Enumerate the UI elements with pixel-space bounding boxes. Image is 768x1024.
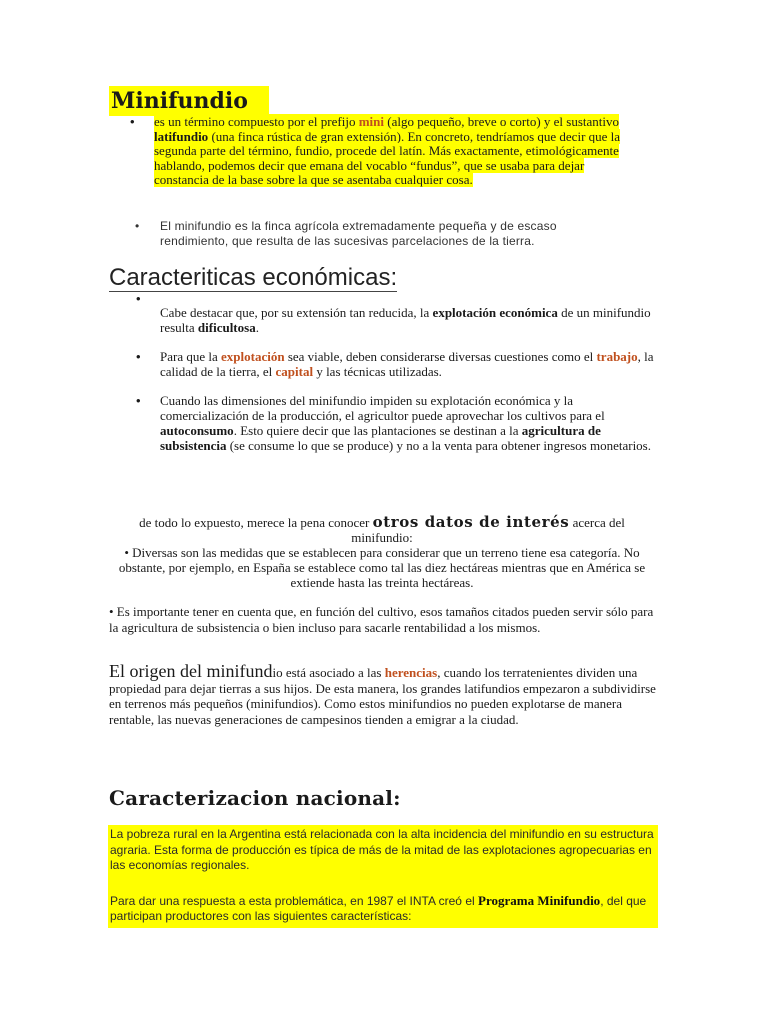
definition-list (135, 219, 620, 249)
national-paragraph-2: Para dar una respuesta a esta problemática, en 1987 el INTA creó el Programa Minifundio, del que participan productores con las siguientes características: (110, 892, 647, 924)
section-heading-economic: Caracteriticas económicas: (109, 264, 398, 291)
intro-text: es un término compuesto por el prefijo mini (algo pequeño, breve o corto) y el sustantivo latifundio (una finca rústica de gran extensión). En concreto, tendríamos que decir que la segunda parte del término, fundio, procede del latín. Más exactamente, etimológicamente hablando, podemos decir que emana del vocablo “fundus”, que se usaba para dejar constancia de la base sobre la que se asentaba cualquier cosa. (154, 114, 621, 187)
economic-list (136, 291, 658, 467)
link-capital[interactable]: capital (275, 364, 314, 379)
section-heading-national: Caracterizacion nacional: (109, 786, 401, 810)
term-agricultura-subsistencia: agricultura de subsistencia (160, 423, 601, 453)
link-trabajo[interactable]: trabajo (596, 349, 638, 364)
origin-lead: El origen del minifund (109, 661, 273, 681)
term-mini: mini (358, 114, 384, 129)
bullet-icon: • (136, 291, 141, 306)
term-programa-minifundio: Programa Minifundio (478, 892, 601, 908)
interest-detail: • Diversas son las medidas que se establecen para considerar que un terreno tiene esa categoría. No obstante, por ejemplo, en España se establece como tal las diez hectáreas mientras que en América se extiende hasta las treinta hectáreas. (118, 545, 646, 590)
bullet-icon: • (130, 114, 135, 129)
interest-heading: otros datos de interés (372, 513, 570, 531)
term-dificultosa: dificultosa (197, 320, 256, 335)
interest-paragraph: de todo lo expuesto, merece la pena conocer otros datos de interés acerca del minifundio: • Diversas son las medidas que se establecen para considerar que un terreno tiene esa categoría. No obstante, por ejemplo, en España se establece como tal las diez hectáreas mientras que en América se extiende hasta las treinta hectáreas. (118, 513, 646, 590)
bullet-icon: • (136, 349, 141, 364)
highlight-box (108, 825, 658, 928)
bullet-icon: • (136, 393, 141, 408)
term-latifundio: latifundio (154, 128, 209, 144)
term-explotacion-economica: explotación económica (432, 305, 558, 320)
link-herencias[interactable]: herencias (384, 665, 438, 680)
term-autoconsumo: autoconsumo (160, 423, 234, 438)
national-paragraph-1: La pobreza rural en la Argentina está relacionada con la alta incidencia del minifundio en su estructura agraria. Esta forma de producción es típica de más de la mitad de las explotaciones agropecuarias en las economías regionales. (110, 827, 654, 873)
link-explotacion[interactable]: explotación (221, 349, 285, 364)
bullet-icon: • (135, 219, 140, 233)
intro-list (130, 114, 627, 188)
definition-text: El minifundio es la finca agrícola extremadamente pequeña y de escaso rendimiento, que resulta de las sucesivas parcelaciones de la tierra. (160, 219, 557, 248)
list-item (135, 219, 620, 249)
origin-paragraph: El origen del minifundio está asociado a las herencias, cuando los terratenientes dividen una propiedad para dejar tierras a sus hijos. De esta manera, los grandes latifundios empezaron a subdividirse en terrenos más pequeños (minifundios). Como estos minifundios no pueden explotarse de manera rentable, las nuevas generaciones de campesinos tienden a emigrar a la ciudad. (109, 661, 656, 727)
important-paragraph: • Es importante tener en cuenta que, en función del cultivo, esos tamaños citados pueden servir sólo para la agricultura de subsistencia o bien incluso para sacarle rentabilidad a los mismos. (109, 604, 654, 635)
page-title: Minifundio (109, 86, 269, 116)
list-item: • Cabe destacar que, por su extensión tan reducida, la explotación económica de un minifundio resulta dificultosa. (136, 291, 651, 335)
list-item: • Cuando las dimensiones del minifundio impiden su explotación económica y la comercialización de la producción, el agricultor puede aprovechar los cultivos para el autoconsumo. Esto quiere decir que las plantaciones se destinan a la agricultura de subsistencia (se consume lo que se produce) y no a la venta para obtener ingresos monetarios. (136, 393, 651, 453)
list-item: • Para que la explotación sea viable, deben considerarse diversas cuestiones como el trabajo, la calidad de la tierra, el capital y las técnicas utilizadas. (136, 349, 654, 379)
list-item (130, 114, 627, 188)
